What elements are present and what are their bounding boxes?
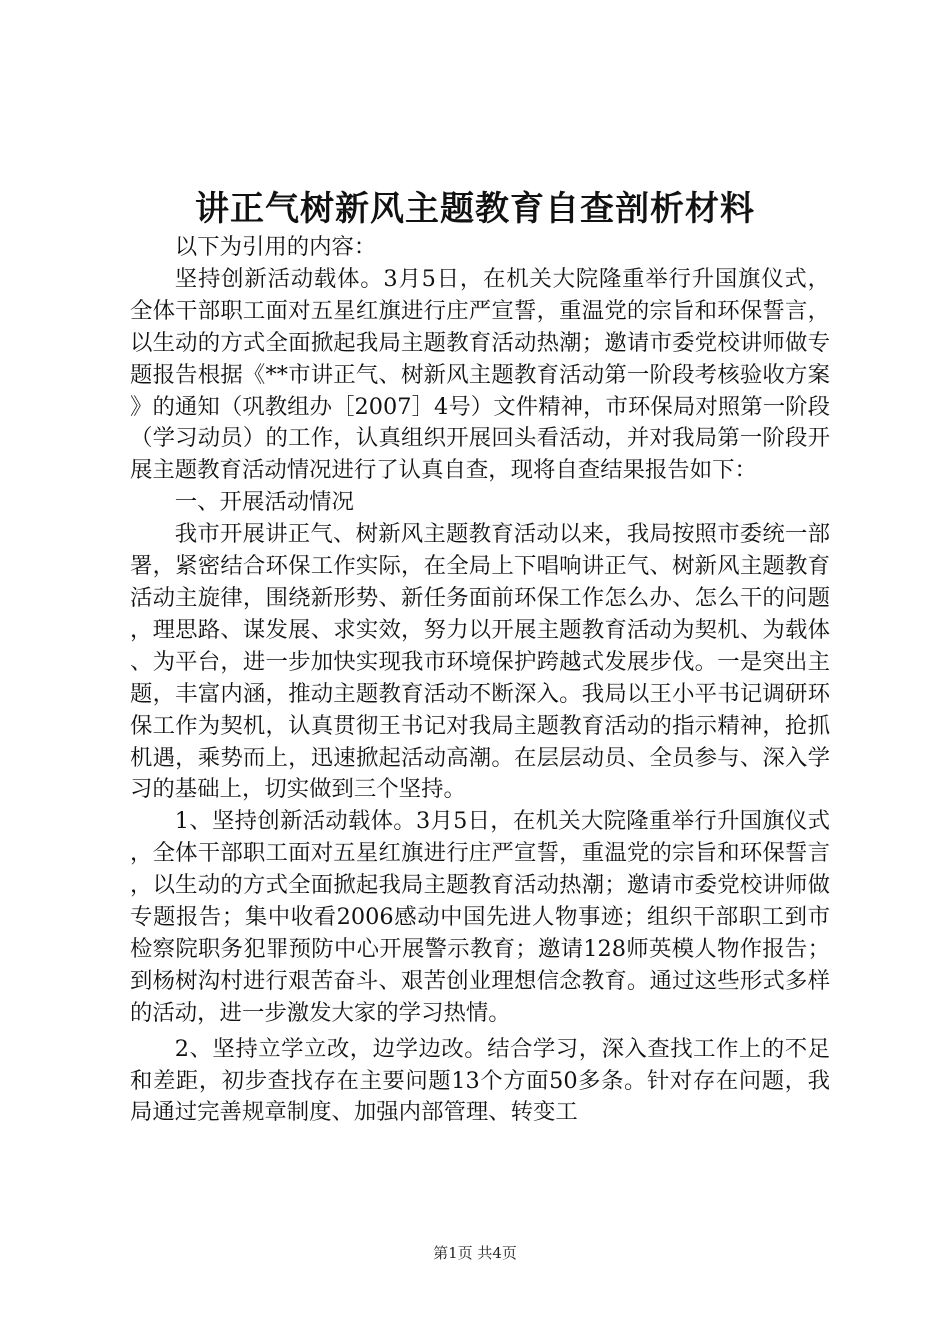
paragraph-intro: 坚持创新活动载体。3月5日，在机关大院隆重举行升国旗仪式，全体干部职工面对五星红旗进行庄严宣誓，重温党的宗旨和环保誓言，以生动的方式全面掀起我局主题教育活动热潮；邀请市委党校讲师做专题报告根据《**市讲正气、树新风主题教育活动第一阶段考核验收方案》的通知（巩教组办［2007］4号）文件精神，市环保局对照第一阶段（学习动员）的工作，认真组织开展回头看活动，并对我局第一阶段开展主题教育活动情况进行了认真自查，现将自查结果报告如下： — [130, 265, 830, 484]
paragraph-item-2: 2、坚持立学立改，边学边改。结合学习，深入查找工作上的不足和差距，初步查找存在主要问题13个方面50多条。针对存在问题，我局通过完善规章制度、加强内部管理、转变工 — [130, 1035, 830, 1126]
paragraph-item-1: 1、坚持创新活动载体。3月5日，在机关大院隆重举行升国旗仪式，全体干部职工面对五星红旗进行庄严宣誓，重温党的宗旨和环保誓言，以生动的方式全面掀起我局主题教育活动热潮；邀请市委党校讲师做专题报告；集中收看2006感动中国先进人物事迹；组织干部职工到市检察院职务犯罪预防中心开展警示教育；邀请128师英模人物作报告；到杨树沟村进行艰苦奋斗、艰苦创业理想信念教育。通过这些形式多样的活动，进一步激发大家的学习热情。 — [130, 808, 830, 1026]
page-footer: 第1页 共4页 — [433, 1244, 517, 1262]
document-title: 讲正气树新风主题教育自查剖析材料 — [195, 189, 755, 229]
section-heading: 一、开展活动情况 — [174, 489, 354, 516]
document-body — [130, 232, 830, 1129]
paragraph-overview: 我市开展讲正气、树新风主题教育活动以来，我局按照市委统一部署，紧密结合环保工作实际，在全局上下唱响讲正气、树新风主题教育活动主旋律，围绕新形势、新任务面前环保工作怎么办、怎么干的问题，理思路、谋发展、求实效，努力以开展主题教育活动为契机、为载体、为平台，进一步加快实现我市环境保护跨越式发展步伐。一是突出主题，丰富内涵，推动主题教育活动不断深入。我局以王小平书记调研环保工作为契机，认真贯彻王书记对我局主题教育活动的指示精神，抢抓机遇，乘势而上，迅速掀起活动高潮。在层层动员、全员参与、深入学习的基础上，切实做到三个坚持。 — [130, 521, 830, 803]
paragraph-quote-intro: 以下为引用的内容： — [174, 234, 377, 260]
